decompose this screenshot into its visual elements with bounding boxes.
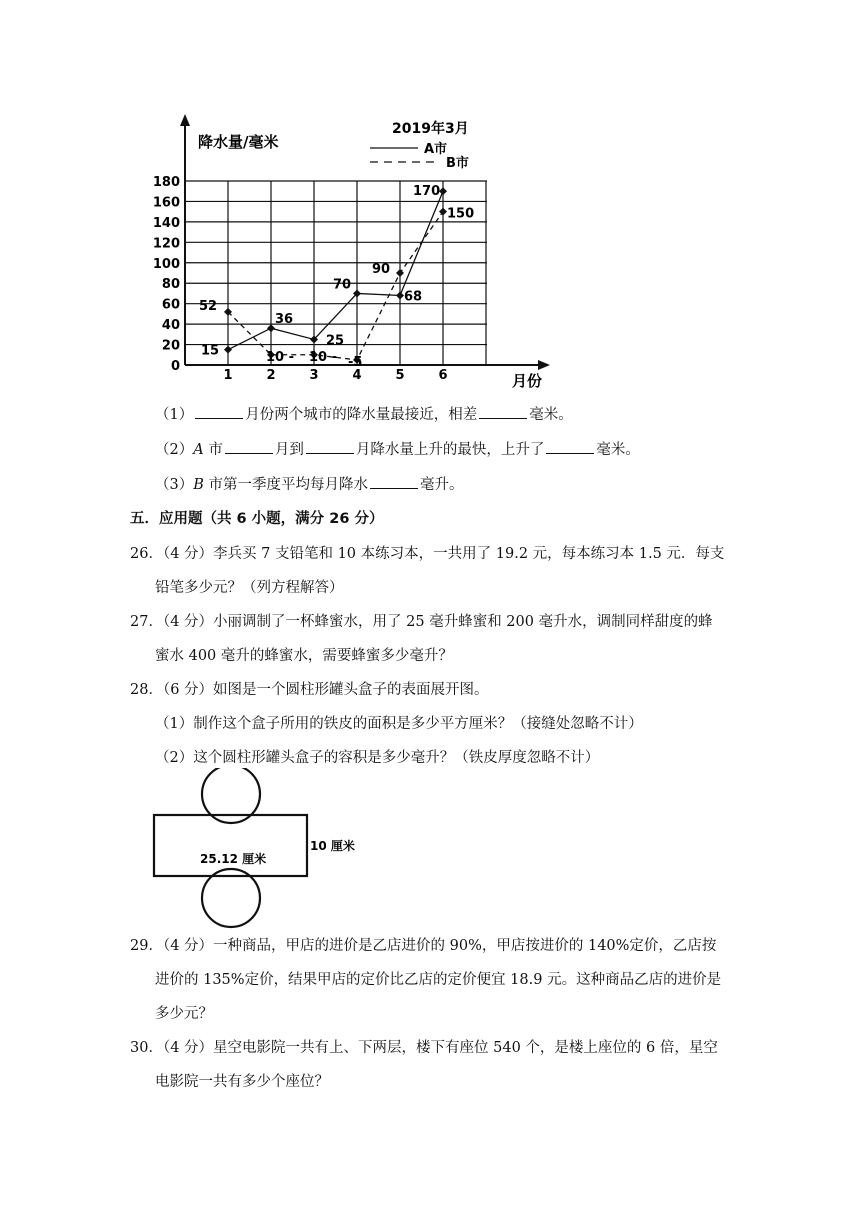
q25-part3: （3）B 市第一季度平均每月降水 毫升。 [155, 474, 464, 495]
data-point-marker [267, 324, 275, 332]
x-tick-label: 4 [352, 368, 362, 383]
y-tick-label: 160 [152, 195, 180, 211]
data-label: 90 [372, 262, 391, 277]
length-label: 25.12 厘米 [200, 852, 267, 866]
data-label: 15 [201, 343, 220, 359]
q29-line3: 多少元？ [155, 1006, 213, 1022]
q28-part2: （2）这个圆柱形罐头盒子的容积是多少毫升？（铁皮厚度忽略不计） [155, 750, 600, 766]
q30-line1: 30．（4 分）星空电影院一共有上、下两层，楼下有座位 540 个，是楼上座位的 6 倍，星空 [130, 1040, 718, 1056]
legend-label-b: B市 [446, 156, 469, 171]
data-label: 170 [413, 184, 441, 200]
x-tick-label: 5 [395, 368, 405, 383]
y-axis-arrow [180, 114, 190, 126]
q28-line1: 28．（6 分）如图是一个圆柱形罐头盒子的表面展开图。 [130, 682, 489, 698]
data-point-marker [396, 291, 404, 299]
answer-blank[interactable] [546, 439, 594, 454]
x-axis-label: 月份 [512, 372, 543, 390]
answer-blank[interactable] [370, 474, 418, 489]
y-tick-label: 20 [161, 338, 180, 354]
y-tick-label: 80 [161, 277, 180, 293]
height-label: 10 厘米 [310, 839, 355, 853]
cylinder-net-figure [140, 768, 370, 930]
data-point-marker [439, 208, 447, 216]
data-label: 36 [275, 312, 294, 328]
y-tick-label: 60 [161, 297, 180, 313]
data-point-marker [396, 269, 404, 277]
y-axis-label: 降水量/毫米 [198, 133, 279, 151]
data-point-marker [224, 346, 232, 354]
data-label: 68 [404, 289, 423, 305]
chart-title: 2019年3月 [392, 121, 469, 137]
answer-blank[interactable] [225, 439, 273, 454]
y-tick-label: 180 [152, 175, 180, 190]
data-label: 70 [333, 277, 352, 293]
q30-line2: 电影院一共有多少个座位？ [155, 1074, 329, 1090]
data-label: 52 [199, 298, 218, 314]
y-tick-label: 140 [152, 215, 180, 231]
data-label: 10 - [309, 349, 338, 365]
q29-line1: 29．（4 分）一种商品，甲店的进价是乙店进价的 90%，甲店按进价的 140%定价，乙店按 [130, 938, 717, 954]
x-tick-label: 3 [309, 368, 319, 383]
data-label: 10 - [266, 349, 295, 365]
q28-part1: （1）制作这个盒子所用的铁皮的面积是多少平方厘米？（接缝处忽略不计） [155, 716, 643, 732]
x-axis-arrow [538, 360, 550, 370]
bottom-circle [202, 869, 260, 927]
y-tick-label: 0 [170, 359, 180, 374]
precipitation-line-chart [0, 0, 860, 400]
x-tick-label: 2 [266, 368, 276, 383]
y-tick-label: 120 [152, 236, 180, 252]
q26-line1: 26．（4 分）李兵买 7 支铅笔和 10 本练习本，一共用了 19.2 元，每本练习本 1.5 元．每支 [130, 546, 725, 562]
answer-blank[interactable] [479, 404, 527, 419]
q27-line2: 蜜水 400 毫升的蜂蜜水，需要蜂蜜多少毫升？ [155, 648, 453, 664]
q25-part2: （2）A 市 月到 月降水量上升的最快，上升了 毫米。 [155, 439, 640, 460]
section-heading: 五．应用题（共 6 小题，满分 26 分） [130, 511, 384, 527]
q27-line1: 27．（4 分）小丽调制了一杯蜂蜜水，用了 25 毫升蜂蜜和 200 毫升水，调制同样甜度的蜂 [130, 614, 713, 630]
x-tick-label: 1 [223, 368, 233, 383]
x-tick-label: 6 [438, 368, 448, 383]
y-tick-label: 100 [152, 256, 180, 272]
data-label: -5 [348, 354, 363, 370]
series-line-a [228, 191, 443, 349]
answer-blank[interactable] [195, 404, 243, 419]
answer-blank[interactable] [306, 439, 354, 454]
q26-line2: 铅笔多少元？（列方程解答） [155, 580, 344, 596]
data-label: 150 [447, 206, 475, 222]
q29-line2: 进价的 135%定价，结果甲店的定价比乙店的定价便宜 18.9 元。这种商品乙店的进价是 [155, 972, 722, 988]
side-rectangle [154, 815, 307, 876]
y-tick-label: 40 [161, 318, 180, 334]
q25-part1: （1） 月份两个城市的降水量最接近，相差 毫米。 [155, 404, 573, 425]
data-point-marker [439, 187, 447, 195]
legend-label-a: A市 [424, 142, 448, 157]
data-label: 25 [326, 333, 345, 349]
